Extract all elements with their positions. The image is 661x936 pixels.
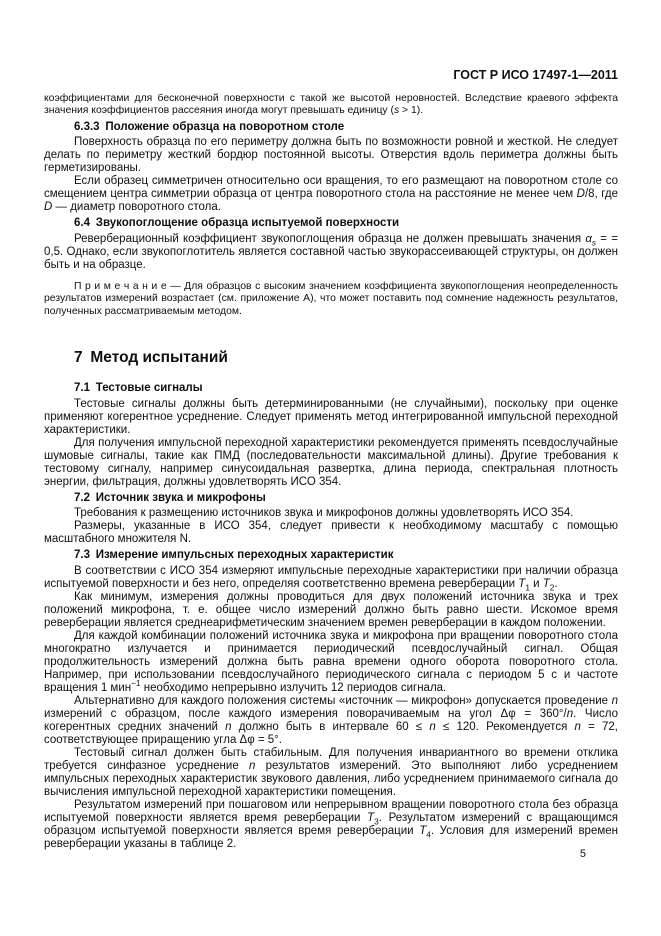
paragraph: Как минимум, измерения должны проводиться для двух положений источника звука и трех положений микрофона, т. е. общее число измерений должно быть равно шести. Искомое время реверберации является среднеарифметическим значением времен реверберации в каждом положении. xyxy=(44,590,618,629)
paragraph: Тестовые сигналы должны быть детерминированными (не случайными), поскольку при оценке применяют когерентное усреднение. Следует применять метод интегрированной импульсной переходной характеристики. xyxy=(44,397,618,436)
note-paragraph: П р и м е ч а н и е — Для образцов с высоким значением коэффициента звукопоглощения неопределенность результатов измерений возрастает (см. приложение А), что может поставить под сомнение надежность результатов, полученных рассматриваемым методом. xyxy=(44,280,618,317)
paragraph: Для каждой комбинации положений источника звука и микрофона при вращении поворотного стола многократно излучается и принимается периодический псевдослучайный сигнал. Общая продолжительность измерений должна быть равна времени одного оборота поворотного стола. Например, при использовании псевдослучайного периодического сигнала с периодом 5 с и частоте вращения 1 мин$^{-1}$ необходимо непрерывно излучить 12 периодов сигнала. xyxy=(44,629,618,694)
heading-6-4: 6.4 Звукопоглощение образца испытуемой поверхности xyxy=(74,217,400,230)
paragraph: Поверхность образца по его периметру должна быть по возможности ровной и жесткой. Не следует делать по периметру жесткий бордюр постоянной высоты. Отверстия вдоль периметра должны быть герметизированы. xyxy=(44,136,618,175)
heading-7-3: 7.3 Измерение импульсных переходных характеристик xyxy=(74,549,394,562)
page-number: 5 xyxy=(579,848,586,860)
paragraph: Размеры, указанные в ИСО 354, следует привести к необходимому масштабу с помощью масштабного множителя N. xyxy=(44,520,618,546)
heading-7-2: 7.2 Источник звука и микрофоны xyxy=(74,491,266,504)
paragraph-note-continuation: коэффициентами для бесконечной поверхности с такой же высотой неровностей. Вследствие краевого эффекта значения коэффициентов рассеяния иногда могут превышать единицу (s > 1). xyxy=(44,93,618,117)
paragraph: Тестовый сигнал должен быть стабильным. Для получения инвариантного во времени отклика требуется синфазное усреднение n результатов измерений. Это выполняют либо усреднением импульсных переходных характеристик звукового давления, либо усреднением принимаемого сигнала до вычисления импульсной переходной характеристики помещения. xyxy=(44,746,618,798)
running-header: ГОСТ Р ИСО 17497-1—2011 xyxy=(453,68,618,82)
paragraph: Реверберационный коэффициент звукопоглощения образца не должен превышать значения $\alpha_s$ = = 0,5. Однако, если звукопоглотитель является составной частью звукорассеивающей структуры, он должен быть и на образце. xyxy=(44,232,618,271)
heading-6-3-3: 6.3.3 Положение образца на поворотном столе xyxy=(74,120,345,133)
heading-7-1: 7.1 Тестовые сигналы xyxy=(74,382,203,395)
paragraph: В соответствии с ИСО 354 измеряют импульсные переходные характеристики при наличии образца испытуемой поверхности и без него, определяя соответственно времена реверберации $T_1$ и $T_2$. xyxy=(44,564,618,592)
chapter-heading-7: 7 Метод испытаний xyxy=(74,349,228,367)
paragraph: Если образец симметричен относительно оси вращения, то его размещают на поворотном столе со смещением центра симметрии образца от центра поворотного стола на расстояние не менее чем D/8, где D — диаметр поворотного стола. xyxy=(44,175,618,214)
paragraph: Для получения импульсной переходной характеристики рекомендуется применять псевдослучайные шумовые сигналы, такие как ПМД (последовательности максимальной длины). Другие требования к тестовому сигналу, например синусоидальная развертка, длина периода, спектральная плотность энергии, фильтрация, должны удовлетворять ИСО 354. xyxy=(44,436,618,488)
paragraph: Результатом измерений при пошаговом или непрерывном вращении поворотного стола без образца испытуемой поверхности является время реверберации $T_3$. Результатом измерений с вращающимся образцом испытуемой поверхности является время реверберации $T_4$. Условия для измерений времен реверберации указаны в таблице 2. xyxy=(44,798,618,850)
paragraph: Альтернативно для каждого положения системы «источник — микрофон» допускается проведение n измерений с образцом, после каждого измерения поворачиваемым на угол Δφ = 360°/n. Число когерентных средних значений n должно быть в интервале 60 ≤ n ≤ 120. Рекомендуется n = 72, соответствующее приращению угла Δφ = 5°. xyxy=(44,694,619,746)
paragraph: Требования к размещению источников звука и микрофонов должны удовлетворять ИСО 354. xyxy=(74,507,574,520)
